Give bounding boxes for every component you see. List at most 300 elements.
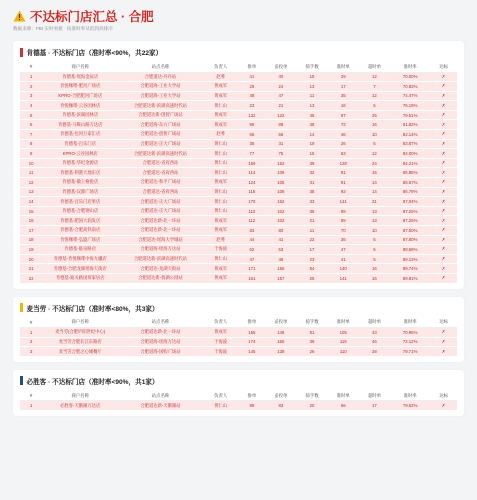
cell-overtime: 14 bbox=[359, 187, 390, 197]
cell-qualified: ✗ bbox=[430, 149, 457, 159]
cell-store-name: 肯德基-华纪金源店 bbox=[42, 158, 118, 168]
cell-station-name: 合肥道达-省府西站 bbox=[118, 187, 203, 197]
section-title bbox=[20, 376, 457, 386]
cell-manager: 赵莠 bbox=[203, 130, 239, 140]
cell-overtime: 5 bbox=[359, 139, 390, 149]
col-qualified-header: 达标 bbox=[430, 318, 457, 328]
cell-manager: 黄仁山 bbox=[203, 139, 239, 149]
cell-ontime: 29 bbox=[328, 72, 359, 82]
cell-qualified: ✗ bbox=[430, 197, 457, 207]
cell-riders: 45 bbox=[296, 110, 327, 120]
table-row bbox=[20, 72, 457, 82]
cell-manager: 黄仁山 bbox=[203, 168, 239, 178]
cell-index: 21 bbox=[20, 264, 42, 274]
cell-delivered: 40 bbox=[265, 72, 296, 82]
cell-ontime-rate: 81.82% bbox=[390, 120, 430, 130]
cell-pushed: 124 bbox=[238, 178, 265, 188]
cell-overtime: 12 bbox=[359, 72, 390, 82]
cell-index: 19 bbox=[20, 245, 42, 255]
cell-store-name: 肯悦咖啡-肥河广场店 bbox=[42, 82, 118, 92]
cell-delivered: 152 bbox=[265, 158, 296, 168]
cell-manager: 赵莠 bbox=[203, 72, 239, 82]
cell-qualified: ✗ bbox=[430, 120, 457, 130]
cell-delivered: 162 bbox=[265, 197, 296, 207]
cell-station-name: 合肥道达-正大广场站 bbox=[118, 206, 203, 216]
section-accent-bar bbox=[20, 303, 23, 312]
col-ontime-rate-header: 准时率 bbox=[390, 62, 430, 72]
cell-riders: 22 bbox=[296, 235, 327, 245]
section-title bbox=[20, 47, 457, 57]
cell-index: 3 bbox=[20, 91, 42, 101]
cell-qualified: ✗ bbox=[430, 206, 457, 216]
cell-riders: 14 bbox=[296, 130, 327, 140]
cell-qualified: ✗ bbox=[430, 101, 457, 111]
cell-station-name: 合肥道达-丹丹站 bbox=[118, 72, 203, 82]
table-row bbox=[20, 206, 457, 216]
cell-ontime: 89 bbox=[328, 216, 359, 226]
section-title-text: 必胜客 · 不达标门店（准时率<90%，共1家） bbox=[26, 378, 159, 386]
cell-station-name: 合肥道达-正大广场站 bbox=[118, 139, 203, 149]
cell-manager: 黄仁山 bbox=[203, 149, 239, 159]
cell-overtime: 16 bbox=[359, 120, 390, 130]
table-row bbox=[20, 226, 457, 236]
cell-manager: 黄仁山 bbox=[203, 158, 239, 168]
cell-riders: 54 bbox=[296, 264, 327, 274]
report-subtitle: 数据来源：FBI 实时看板 · 按准时率从低到高排序 bbox=[13, 26, 113, 31]
cell-riders: 36 bbox=[296, 206, 327, 216]
cell-ontime: 66 bbox=[328, 401, 359, 411]
cell-manager: 黄仁山 bbox=[203, 254, 239, 264]
cell-pushed: 114 bbox=[238, 168, 265, 178]
table-row bbox=[20, 235, 457, 245]
cell-ontime: 72 bbox=[328, 120, 359, 130]
cell-store-name: 肯德基-瑶海金辰店 bbox=[42, 72, 118, 82]
cell-station-name: 合肥道达新-天鹅湖站 bbox=[118, 401, 203, 411]
cell-riders: 51 bbox=[296, 328, 327, 338]
cell-index: 13 bbox=[20, 187, 42, 197]
table-row bbox=[20, 120, 457, 130]
cell-qualified: ✗ bbox=[430, 110, 457, 120]
cell-overtime: 46 bbox=[359, 337, 390, 347]
cell-riders: 11 bbox=[296, 226, 327, 236]
cell-overtime: 5 bbox=[359, 101, 390, 111]
cell-overtime: 12 bbox=[359, 91, 390, 101]
cell-riders: 20 bbox=[296, 401, 327, 411]
cell-delivered: 102 bbox=[265, 216, 296, 226]
cell-station-name: 合肥道海-工业大学站 bbox=[118, 82, 203, 92]
cell-qualified: ✗ bbox=[430, 139, 457, 149]
cell-ontime-rate: 84.21% bbox=[390, 158, 430, 168]
cell-ontime: 97 bbox=[328, 110, 359, 120]
col-ontime-header: 准时单 bbox=[328, 62, 359, 72]
cell-riders: 11 bbox=[296, 91, 327, 101]
report-title-text: 不达标门店汇总 · 合肥 bbox=[30, 10, 154, 24]
cell-delivered: 148 bbox=[265, 328, 296, 338]
cell-pushed: 66 bbox=[238, 130, 265, 140]
cell-ontime-rate: 72.12% bbox=[390, 337, 430, 347]
cell-station-name: 合肥道海-工业大学站 bbox=[118, 91, 203, 101]
cell-index: 9 bbox=[20, 149, 42, 159]
col-ontime-header: 准时单 bbox=[328, 318, 359, 328]
cell-delivered: 156 bbox=[265, 264, 296, 274]
cell-store-name: 肯德基-百乐门店果店 bbox=[42, 197, 118, 207]
cell-index: 2 bbox=[20, 337, 42, 347]
cell-store-name: 麦当劳合肥长江东路店 bbox=[42, 337, 118, 347]
table-row bbox=[20, 101, 457, 111]
cell-ontime: 36 bbox=[328, 235, 359, 245]
cell-qualified: ✗ bbox=[430, 226, 457, 236]
cell-delivered: 47 bbox=[265, 91, 296, 101]
cell-overtime: 10 bbox=[359, 226, 390, 236]
cell-index: 14 bbox=[20, 197, 42, 207]
cell-manager: 黄成军 bbox=[203, 216, 239, 226]
store-table bbox=[20, 391, 457, 411]
cell-qualified: ✗ bbox=[430, 235, 457, 245]
cell-store-name: 肯德基-百乐门店 bbox=[42, 139, 118, 149]
cell-manager: 黄仁山 bbox=[203, 101, 239, 111]
cell-pushed: 155 bbox=[238, 328, 265, 338]
col-delivered-header: 妥投单 bbox=[265, 391, 296, 401]
section-title bbox=[20, 303, 457, 313]
col-station-name-header: 站点名称 bbox=[118, 391, 203, 401]
cell-store-name: 肯德基-合肥高铁南店 bbox=[42, 226, 118, 236]
report-title bbox=[13, 8, 464, 24]
cell-manager: 黄仁山 bbox=[203, 401, 239, 411]
cell-riders: 39 bbox=[296, 158, 327, 168]
col-index-header: # bbox=[20, 62, 42, 72]
cell-ontime-rate: 79.52% bbox=[390, 401, 430, 411]
cell-index: 20 bbox=[20, 254, 42, 264]
table-row bbox=[20, 197, 457, 207]
cell-riders: 38 bbox=[296, 187, 327, 197]
cell-store-name: 肯德基-马鞍山路万达店 bbox=[42, 120, 118, 130]
cell-overtime: 6 bbox=[359, 245, 390, 255]
cell-riders: 33 bbox=[296, 197, 327, 207]
cell-manager: 黄仁山 bbox=[203, 197, 239, 207]
cell-delivered: 106 bbox=[265, 187, 296, 197]
table-row bbox=[20, 347, 457, 357]
cell-ontime: 63 bbox=[328, 149, 359, 159]
cell-index: 17 bbox=[20, 226, 42, 236]
cell-pushed: 115 bbox=[238, 187, 265, 197]
cell-overtime: 7 bbox=[359, 82, 390, 92]
cell-store-name: KPRO-云谷园林店 bbox=[42, 149, 118, 159]
cell-ontime-rate: 84.00% bbox=[390, 149, 430, 159]
cell-ontime: 89 bbox=[328, 206, 359, 216]
cell-ontime: 91 bbox=[328, 168, 359, 178]
cell-ontime-rate: 79.51% bbox=[390, 110, 430, 120]
cell-pushed: 41 bbox=[238, 72, 265, 82]
cell-store-name: 肯德基-合肥龙湖瑶海天街店 bbox=[42, 264, 118, 274]
table-row bbox=[20, 82, 457, 92]
cell-qualified: ✗ bbox=[430, 187, 457, 197]
cell-index: 2 bbox=[20, 82, 42, 92]
cell-pushed: 35 bbox=[238, 139, 265, 149]
table-row bbox=[20, 91, 457, 101]
cell-ontime-rate: 82.14% bbox=[390, 130, 430, 140]
cell-manager: 黄成军 bbox=[203, 226, 239, 236]
cell-riders: 26 bbox=[296, 347, 327, 357]
cell-store-name: 肯德基-合肥钢山店 bbox=[42, 206, 118, 216]
table-header-row bbox=[20, 318, 457, 328]
cell-store-name: 肯德基-肯悦咖啡中海九樾店 bbox=[42, 254, 118, 264]
cell-delivered: 157 bbox=[265, 273, 296, 283]
cell-index: 22 bbox=[20, 273, 42, 283]
cell-ontime: 105 bbox=[328, 328, 359, 338]
cell-pushed: 23 bbox=[238, 101, 265, 111]
sections-container bbox=[13, 41, 464, 416]
cell-ontime: 92 bbox=[328, 187, 359, 197]
cell-qualified: ✗ bbox=[430, 337, 457, 347]
table-row bbox=[20, 187, 457, 197]
section-mcdonalds bbox=[13, 297, 464, 362]
cell-ontime-rate: 86.79% bbox=[390, 187, 430, 197]
cell-riders: 23 bbox=[296, 254, 327, 264]
cell-manager: 黄成军 bbox=[203, 264, 239, 274]
cell-delivered: 41 bbox=[265, 235, 296, 245]
cell-ontime: 26 bbox=[328, 139, 359, 149]
cell-riders: 32 bbox=[296, 168, 327, 178]
cell-station-name: 合肥道达-正大广场站 bbox=[118, 197, 203, 207]
cell-pushed: 159 bbox=[238, 158, 265, 168]
cell-qualified: ✗ bbox=[430, 273, 457, 283]
cell-ontime-rate: 86.67% bbox=[390, 178, 430, 188]
cell-store-name: 肯德基-肥国大润发店 bbox=[42, 216, 118, 226]
cell-ontime: 46 bbox=[328, 130, 359, 140]
col-qualified-header: 达标 bbox=[430, 391, 457, 401]
cell-qualified: ✗ bbox=[430, 254, 457, 264]
cell-ontime: 141 bbox=[328, 197, 359, 207]
cell-store-name: 肯德基-临泉路店 bbox=[42, 245, 118, 255]
section-title-text: 肯德基 · 不达标门店（准时率<90%，共22家） bbox=[26, 50, 163, 57]
table-row bbox=[20, 401, 457, 411]
cell-riders: 15 bbox=[296, 149, 327, 159]
cell-qualified: ✗ bbox=[430, 245, 457, 255]
cell-ontime-rate: 89.13% bbox=[390, 254, 430, 264]
cell-delivered: 53 bbox=[265, 245, 296, 255]
cell-station-name: 合肥道海-东方广场站 bbox=[118, 120, 203, 130]
cell-store-name: 肯德基-滨湖园林店 bbox=[42, 110, 118, 120]
section-accent-bar bbox=[20, 48, 23, 57]
cell-overtime: 15 bbox=[359, 168, 390, 178]
cell-ontime-rate: 74.47% bbox=[390, 91, 430, 101]
col-riders-header: 骑手数 bbox=[296, 391, 327, 401]
cell-delivered: 56 bbox=[265, 130, 296, 140]
cell-manager: 黄成军 bbox=[203, 91, 239, 101]
table-row bbox=[20, 139, 457, 149]
cell-ontime-rate: 76.19% bbox=[390, 101, 430, 111]
cell-riders: 25 bbox=[296, 273, 327, 283]
cell-station-name: 合肥道达新-创智广场站 bbox=[118, 110, 203, 120]
cell-station-name: 合肥道达-省府西站 bbox=[118, 168, 203, 178]
cell-station-name: 合肥道达新-滨湖高速时代站 bbox=[118, 254, 203, 264]
col-station-name-header: 站点名称 bbox=[118, 62, 203, 72]
cell-qualified: ✗ bbox=[430, 328, 457, 338]
cell-overtime: 5 bbox=[359, 235, 390, 245]
cell-station-name: 合肥道达-和平广场站 bbox=[118, 178, 203, 188]
cell-ontime-rate: 87.25% bbox=[390, 216, 430, 226]
section-kfc bbox=[13, 41, 464, 289]
cell-pushed: 77 bbox=[238, 149, 265, 159]
cell-riders: 13 bbox=[296, 82, 327, 92]
col-store-name-header: 商户名称 bbox=[42, 318, 118, 328]
table-row bbox=[20, 328, 457, 338]
cell-riders: 21 bbox=[296, 216, 327, 226]
cell-ontime-rate: 89.74% bbox=[390, 264, 430, 274]
cell-pushed: 47 bbox=[238, 254, 265, 264]
cell-delivered: 21 bbox=[265, 101, 296, 111]
cell-pushed: 83 bbox=[238, 226, 265, 236]
cell-ontime: 110 bbox=[328, 347, 359, 357]
table-header-row bbox=[20, 391, 457, 401]
col-delivered-header: 妥投单 bbox=[265, 318, 296, 328]
cell-pushed: 171 bbox=[238, 264, 265, 274]
cell-ontime-rate: 85.85% bbox=[390, 168, 430, 178]
cell-index: 1 bbox=[20, 328, 42, 338]
col-manager-header: 负责人 bbox=[203, 318, 239, 328]
cell-delivered: 106 bbox=[265, 168, 296, 178]
col-ontime-rate-header: 准时率 bbox=[390, 318, 430, 328]
col-overtime-header: 超时单 bbox=[359, 391, 390, 401]
col-station-name-header: 站点名称 bbox=[118, 318, 203, 328]
cell-manager: 黄成军 bbox=[203, 328, 239, 338]
cell-store-name: 麦当劳(合肥庐阳世纪中心) bbox=[42, 328, 118, 338]
cell-overtime: 16 bbox=[359, 264, 390, 274]
col-store-name-header: 商户名称 bbox=[42, 62, 118, 72]
cell-index: 1 bbox=[20, 401, 42, 411]
cell-index: 16 bbox=[20, 216, 42, 226]
cell-overtime: 43 bbox=[359, 328, 390, 338]
cell-ontime: 16 bbox=[328, 101, 359, 111]
cell-index: 11 bbox=[20, 168, 42, 178]
cell-delivered: 165 bbox=[265, 337, 296, 347]
cell-pushed: 145 bbox=[238, 347, 265, 357]
cell-overtime: 10 bbox=[359, 130, 390, 140]
cell-riders: 48 bbox=[296, 120, 327, 130]
cell-qualified: ✗ bbox=[430, 82, 457, 92]
cell-overtime: 21 bbox=[359, 197, 390, 207]
cell-station-name: 合肥道海-瑶海万达站 bbox=[118, 245, 203, 255]
col-overtime-header: 超时单 bbox=[359, 318, 390, 328]
cell-ontime: 35 bbox=[328, 91, 359, 101]
cell-ontime: 70 bbox=[328, 226, 359, 236]
cell-pushed: 174 bbox=[238, 337, 265, 347]
cell-qualified: ✗ bbox=[430, 216, 457, 226]
cell-manager: 黄仁山 bbox=[203, 187, 239, 197]
table-row bbox=[20, 216, 457, 226]
cell-manager: 黄成军 bbox=[203, 110, 239, 120]
cell-ontime: 119 bbox=[328, 337, 359, 347]
col-index-header: # bbox=[20, 391, 42, 401]
cell-delivered: 24 bbox=[265, 82, 296, 92]
col-qualified-header: 达标 bbox=[430, 62, 457, 72]
col-pushed-header: 推单 bbox=[238, 391, 265, 401]
col-delivered-header: 妥投单 bbox=[265, 62, 296, 72]
cell-index: 5 bbox=[20, 110, 42, 120]
cell-riders: 17 bbox=[296, 245, 327, 255]
cell-store-name: 肯德基-徽上格悦店 bbox=[42, 178, 118, 188]
cell-store-name: 必胜客-天鹅湖万达店 bbox=[42, 401, 118, 411]
section-pizzahut bbox=[13, 370, 464, 416]
section-accent-bar bbox=[20, 376, 23, 385]
cell-overtime: 5 bbox=[359, 254, 390, 264]
col-index-header: # bbox=[20, 318, 42, 328]
cell-index: 12 bbox=[20, 178, 42, 188]
cell-riders: 13 bbox=[296, 101, 327, 111]
cell-pushed: 112 bbox=[238, 216, 265, 226]
cell-riders: 31 bbox=[296, 178, 327, 188]
cell-qualified: ✗ bbox=[430, 158, 457, 168]
cell-store-name: 肯悦咖啡-弘盛广场店 bbox=[42, 235, 118, 245]
cell-delivered: 105 bbox=[265, 178, 296, 188]
cell-index: 4 bbox=[20, 101, 42, 111]
table-row bbox=[20, 158, 457, 168]
cell-manager: 于海波 bbox=[203, 347, 239, 357]
cell-ontime-rate: 70.95% bbox=[390, 328, 430, 338]
table-row bbox=[20, 254, 457, 264]
cell-riders: 15 bbox=[296, 72, 327, 82]
cell-delivered: 122 bbox=[265, 110, 296, 120]
cell-qualified: ✗ bbox=[430, 72, 457, 82]
cell-ontime-rate: 70.83% bbox=[390, 82, 430, 92]
cell-index: 1 bbox=[20, 72, 42, 82]
cell-pushed: 29 bbox=[238, 82, 265, 92]
cell-station-name: 合肥道达-龙湖天街站 bbox=[118, 264, 203, 274]
cell-index: 15 bbox=[20, 206, 42, 216]
cell-store-name: 麦当劳合肥之心城餐厅 bbox=[42, 347, 118, 357]
cell-qualified: ✗ bbox=[430, 168, 457, 178]
cell-overtime: 17 bbox=[359, 401, 390, 411]
cell-manager: 于海波 bbox=[203, 337, 239, 347]
cell-delivered: 80 bbox=[265, 226, 296, 236]
cell-ontime: 141 bbox=[328, 273, 359, 283]
cell-riders: 19 bbox=[296, 139, 327, 149]
cell-manager: 赵莠 bbox=[203, 235, 239, 245]
table-row bbox=[20, 337, 457, 347]
cell-ontime-rate: 87.04% bbox=[390, 197, 430, 207]
cell-delivered: 83 bbox=[265, 401, 296, 411]
table-row bbox=[20, 178, 457, 188]
cell-station-name: 合肥道达-创智广场站 bbox=[118, 130, 203, 140]
cell-qualified: ✗ bbox=[430, 130, 457, 140]
cell-pushed: 62 bbox=[238, 245, 265, 255]
cell-index: 3 bbox=[20, 347, 42, 357]
cell-manager: 黄成军 bbox=[203, 273, 239, 283]
col-store-name-header: 商户名称 bbox=[42, 391, 118, 401]
cell-ontime: 140 bbox=[328, 264, 359, 274]
cell-station-name: 合肥道达新-北一环站 bbox=[118, 226, 203, 236]
warning-icon bbox=[13, 10, 26, 22]
cell-pushed: 96 bbox=[238, 120, 265, 130]
cell-store-name: KPRO-合肥肥河广场店 bbox=[42, 91, 118, 101]
table-row bbox=[20, 149, 457, 159]
cell-index: 7 bbox=[20, 130, 42, 140]
cell-qualified: ✗ bbox=[430, 401, 457, 411]
cell-ontime-rate: 87.25% bbox=[390, 206, 430, 216]
cell-qualified: ✗ bbox=[430, 91, 457, 101]
cell-delivered: 138 bbox=[265, 347, 296, 357]
cell-ontime-rate: 70.00% bbox=[390, 72, 430, 82]
col-pushed-header: 推单 bbox=[238, 62, 265, 72]
col-overtime-header: 超时单 bbox=[359, 62, 390, 72]
cell-manager: 黄成军 bbox=[203, 82, 239, 92]
cell-index: 8 bbox=[20, 139, 42, 149]
col-ontime-header: 准时单 bbox=[328, 391, 359, 401]
cell-overtime: 28 bbox=[359, 347, 390, 357]
cell-pushed: 170 bbox=[238, 197, 265, 207]
cell-ontime-rate: 89.81% bbox=[390, 273, 430, 283]
cell-ontime: 47 bbox=[328, 245, 359, 255]
